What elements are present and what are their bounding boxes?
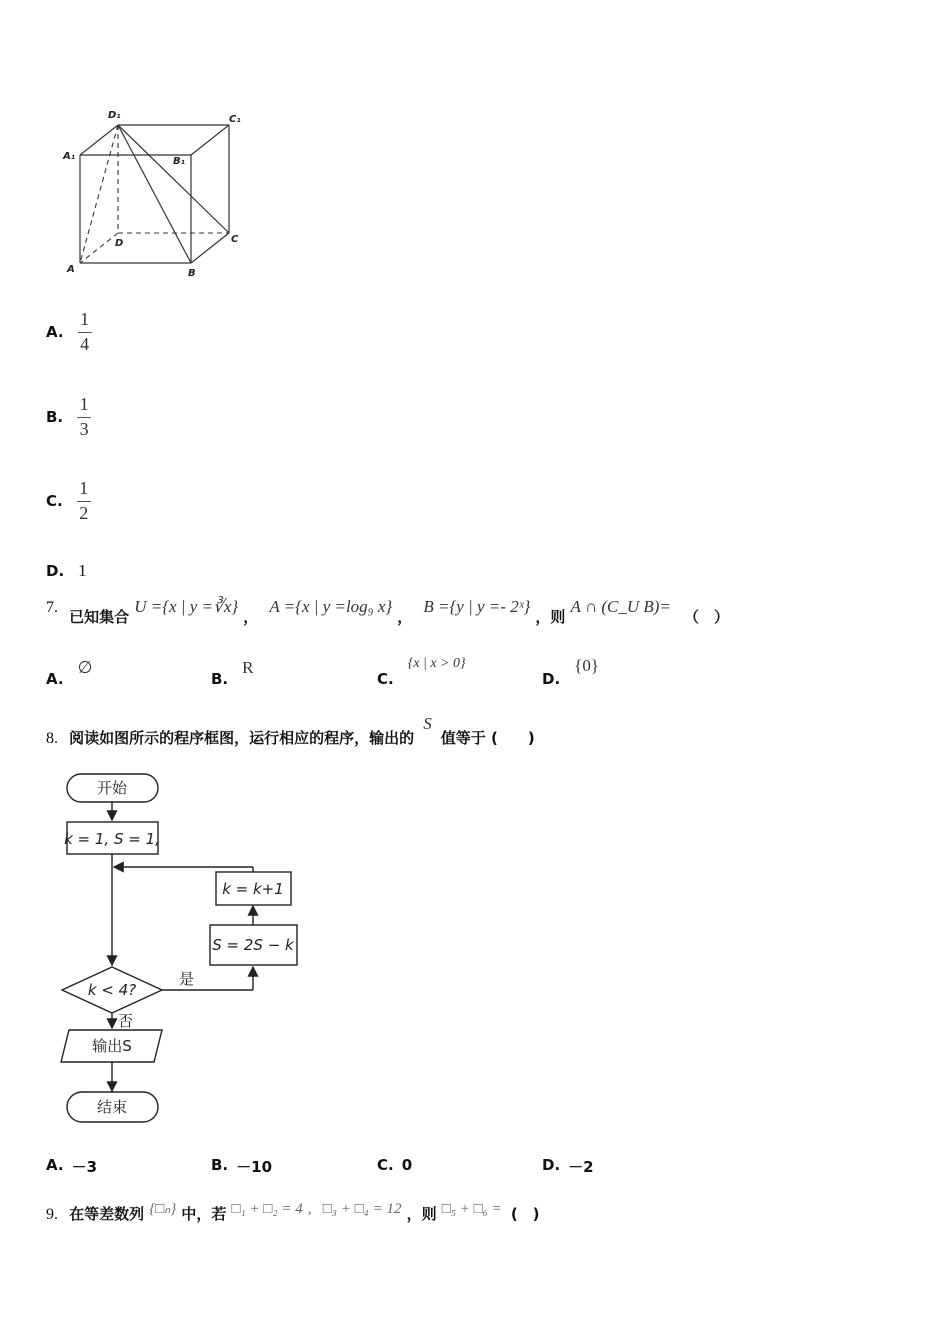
option-label: A. [46, 323, 64, 342]
set-b: B ={y | y =- 2ˣ} [423, 597, 531, 616]
q9-stem [46, 1197, 540, 1223]
option-label: D. [46, 562, 65, 580]
option-label: C. [46, 492, 63, 511]
condition-2: □₃ + □₄ = 12 [322, 1201, 402, 1217]
label-a: A [67, 264, 75, 275]
set-u: U ={x | y =∛x} [134, 597, 239, 616]
question-number: 8. [46, 730, 58, 747]
q8-option-a[interactable] [46, 1156, 97, 1177]
q7-option-c[interactable] [377, 656, 466, 688]
q6-option-d[interactable] [46, 561, 87, 581]
fraction: $\frac{1}{3}$ [77, 395, 91, 440]
separator: ， [243, 608, 259, 626]
sequence: {□ₙ} [149, 1201, 177, 1217]
q7-option-a[interactable] [46, 658, 92, 688]
q8-option-c[interactable] [377, 1156, 412, 1174]
option-value: －10 [236, 1158, 273, 1176]
label-c1: C₁ [229, 114, 241, 125]
flow-condition: k < 4? [87, 981, 137, 999]
set-a: A ={x | y =log₉ x} [269, 597, 393, 616]
fraction: $\frac{1}{2}$ [77, 479, 91, 524]
stem-text: 阅读如图所示的程序框图，运行相应的程序，输出的 [69, 729, 415, 747]
fraction: $\frac{1}{4}$ [78, 310, 92, 355]
stem-text: 中，若 [181, 1205, 227, 1223]
option-value: －2 [568, 1158, 594, 1176]
option-label: A. [46, 670, 64, 688]
cube-figure [55, 100, 255, 285]
label-b1: B₁ [173, 156, 186, 167]
option-label: D. [542, 1156, 561, 1174]
stem-text: 已知集合 [69, 608, 130, 626]
answer-blank: （ ） [684, 608, 730, 626]
flow-no: 否 [118, 1012, 134, 1030]
comma: , [307, 1201, 312, 1217]
label-d: D [115, 238, 124, 249]
option-value: 1 [78, 561, 87, 580]
label-c: C [231, 234, 239, 245]
q7-option-b[interactable] [211, 658, 253, 688]
separator: ， [397, 608, 413, 626]
option-label: A. [46, 1156, 64, 1174]
stem-text: 值等于 ( ) [440, 729, 535, 747]
label-d1: D₁ [108, 110, 121, 121]
option-label: D. [542, 670, 561, 688]
flow-end: 结束 [96, 1098, 128, 1116]
variable: S [423, 714, 432, 733]
target: □₅ + □₆ = [441, 1201, 502, 1217]
option-label: B. [46, 408, 64, 427]
condition-1: □₁ + □₂ = 4 [231, 1201, 303, 1217]
q6-option-c[interactable] [46, 479, 91, 524]
q6-option-a[interactable] [46, 310, 92, 355]
flow-update-k: k = k+1 [222, 880, 284, 898]
option-value: R [242, 658, 254, 677]
q8-option-b[interactable] [211, 1156, 272, 1177]
flow-yes: 是 [179, 970, 195, 988]
option-label: B. [211, 1156, 229, 1174]
q8-stem [46, 713, 535, 747]
q7-option-d[interactable] [542, 656, 599, 688]
option-label: B. [211, 670, 229, 688]
q6-option-b[interactable] [46, 395, 91, 440]
flow-start: 开始 [96, 779, 128, 797]
flowchart [55, 768, 315, 1130]
stem-text: ，则 [406, 1205, 437, 1223]
stem-text: 在等差数列 [69, 1205, 145, 1223]
label-b: B [188, 268, 196, 279]
label-a1: A₁ [63, 151, 76, 162]
answer-blank: ( ) [510, 1205, 540, 1223]
expression: A ∩ (C_U B)= [570, 597, 671, 616]
option-value: {x | x > 0} [407, 656, 466, 671]
stem-text: ，则 [535, 608, 566, 626]
option-value: －3 [71, 1158, 98, 1176]
flow-output: 输出S [92, 1037, 132, 1055]
option-label: C. [377, 1156, 394, 1174]
flow-init: k = 1, S = 1, [64, 830, 160, 848]
question-number: 9. [46, 1206, 58, 1223]
question-number: 7. [46, 599, 58, 616]
option-value: {0} [574, 656, 599, 675]
q8-option-d[interactable] [542, 1156, 594, 1177]
flow-update-s: S = 2S − k [212, 936, 294, 954]
option-value: 0 [401, 1156, 413, 1174]
q7-stem [46, 596, 926, 626]
option-label: C. [377, 670, 394, 688]
option-value: ∅ [77, 658, 93, 677]
